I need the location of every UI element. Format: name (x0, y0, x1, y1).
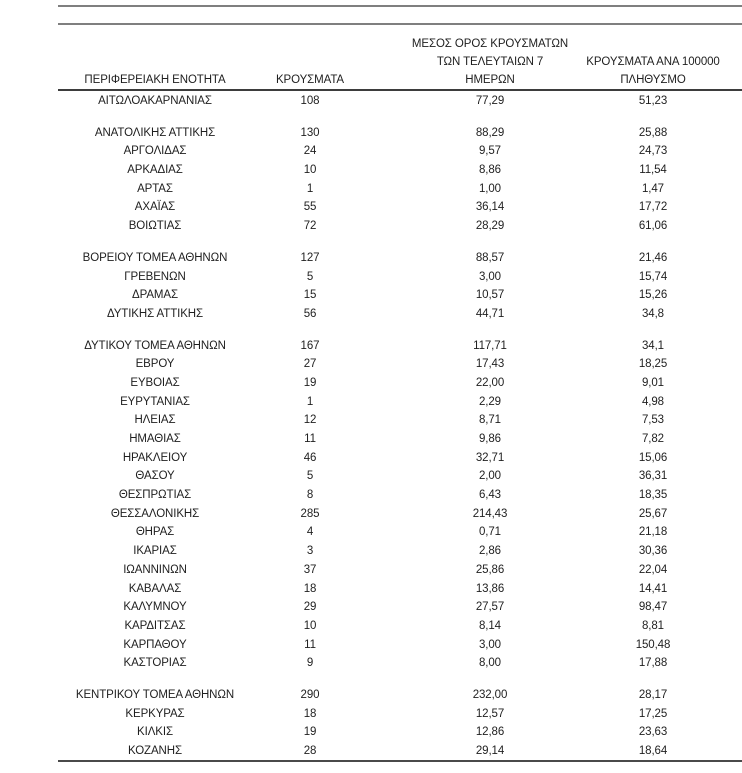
table-row (0, 411, 742, 430)
per100k-cell: 23,63 (638, 726, 668, 739)
cases-cell: 4 (306, 526, 314, 539)
per100k-cell: 15,06 (638, 451, 668, 464)
table-row (0, 393, 742, 412)
per100k-cell: 9,01 (642, 376, 664, 389)
region-cell: ΑΝΑΤΟΛΙΚΗΣ ΑΤΤΙΚΗΣ (94, 126, 216, 139)
per100k-cell: 7,82 (642, 433, 664, 445)
region-cell: ΒΟΙΩΤΙΑΣ (128, 220, 182, 233)
cases-cell: 10 (303, 164, 317, 177)
table-row (0, 180, 742, 199)
table-row (0, 598, 742, 617)
cases-cell: 19 (303, 376, 317, 389)
region-cell: ΘΗΡΑΣ (135, 526, 175, 539)
avg7-cell: 8,00 (479, 657, 501, 670)
table-row (0, 124, 742, 143)
avg7-cell: 9,57 (479, 145, 501, 158)
per100k-cell: 61,06 (638, 220, 668, 233)
cases-cell: 28 (303, 745, 317, 757)
region-cell: ΕΒΡΟΥ (135, 358, 175, 371)
avg7-cell: 6,43 (479, 489, 501, 502)
avg7-cell: 232,00 (472, 688, 508, 701)
region-cell: ΔΥΤΙΚΗΣ ΑΤΤΙΚΗΣ (106, 307, 203, 320)
cases-cell: 11 (304, 433, 316, 445)
cases-cell: 46 (303, 451, 317, 464)
cases-cell: 18 (303, 582, 317, 595)
cases-cell: 37 (303, 563, 317, 576)
avg7-cell: 13,86 (475, 582, 505, 595)
cases-cell: 9 (306, 657, 314, 670)
column-header-label: ΜΕΣΟΣ ΟΡΟΣ ΚΡΟΥΣΜΑΤΩΝ (411, 38, 569, 50)
region-cell: ΑΧΑΪΑΣ (134, 201, 176, 214)
cases-cell: 29 (303, 601, 317, 614)
region-cell: ΔΥΤΙΚΟΥ ΤΟΜΕΑ ΑΘΗΝΩΝ (84, 339, 226, 352)
per100k-cell: 18,35 (638, 489, 668, 502)
cases-cell: 108 (300, 95, 320, 107)
table-row (0, 580, 742, 599)
avg7-cell: 12,86 (475, 726, 505, 739)
column-header-label: ΗΜΕΡΩΝ (465, 74, 515, 86)
per100k-cell: 34,1 (642, 339, 664, 352)
avg7-cell: 27,57 (475, 601, 505, 614)
table-row (0, 636, 742, 655)
region-cell: ΘΕΣΣΑΛΟΝΙΚΗΣ (110, 507, 200, 520)
column-header-cases (252, 71, 368, 89)
column-header-label: ΚΡΟΥΣΜΑΤΑ ΑΝΑ 100000 (586, 56, 720, 68)
column-header-region (58, 71, 252, 89)
per100k-cell: 11,54 (639, 164, 667, 177)
avg7-cell: 2,00 (479, 470, 501, 483)
region-cell: ΗΡΑΚΛΕΙΟΥ (122, 451, 188, 464)
cases-cell: 56 (303, 307, 317, 320)
cases-cell: 12 (303, 414, 317, 427)
header-underline-rule (58, 89, 742, 91)
region-cell: ΚΑΡΔΙΤΣΑΣ (124, 619, 186, 632)
region-cell: ΚΑΡΠΑΘΟΥ (123, 638, 187, 651)
per100k-cell: 30,36 (638, 545, 668, 558)
column-header-label: ΠΛΗΘΥΣΜΟ (620, 74, 686, 86)
avg7-cell: 8,14 (479, 619, 501, 632)
avg7-cell: 88,29 (475, 126, 505, 139)
per100k-cell: 22,04 (638, 563, 668, 576)
table-row (0, 374, 742, 393)
avg7-cell: 22,00 (475, 376, 505, 389)
table-row (0, 723, 742, 742)
avg7-cell: 8,86 (479, 164, 501, 177)
avg7-cell: 8,71 (479, 414, 501, 427)
table-row (0, 686, 742, 705)
region-cell: ΙΩΑΝΝΙΝΩΝ (123, 563, 187, 576)
table-row (0, 449, 742, 468)
region-cell: ΚΕΝΤΡΙΚΟΥ ΤΟΜΕΑ ΑΘΗΝΩΝ (75, 688, 235, 701)
per100k-cell: 17,88 (638, 657, 668, 670)
column-header-label: ΚΡΟΥΣΜΑΤΑ (275, 74, 345, 86)
cases-cell: 55 (303, 201, 317, 214)
region-cell: ΚΙΛΚΙΣ (137, 726, 173, 739)
per100k-cell: 24,73 (638, 145, 668, 158)
per100k-cell: 7,53 (642, 414, 664, 427)
region-cell: ΘΑΣΟΥ (135, 470, 175, 483)
region-group (0, 686, 742, 761)
region-cell: ΑΡΤΑΣ (137, 182, 173, 195)
avg7-cell: 88,57 (475, 251, 505, 264)
table-row (0, 305, 742, 324)
region-cell: ΓΡΕΒΕΝΩΝ (124, 270, 186, 283)
per100k-cell: 28,17 (638, 688, 668, 701)
per100k-cell: 34,8 (642, 307, 664, 320)
bottom-rule (58, 760, 742, 762)
avg7-cell: 3,00 (479, 638, 501, 651)
per100k-cell: 150,48 (635, 638, 671, 651)
region-cell: ΒΟΡΕΙΟΥ ΤΟΜΕΑ ΑΘΗΝΩΝ (82, 251, 228, 264)
avg7-cell: 28,29 (475, 220, 505, 233)
table-row (0, 617, 742, 636)
region-cell: ΕΥΡΥΤΑΝΙΑΣ (120, 395, 190, 408)
cases-cell: 5 (306, 270, 314, 283)
table-row (0, 742, 742, 761)
table-row (0, 92, 742, 111)
avg7-cell: 25,86 (475, 563, 505, 576)
cases-cell: 15 (303, 289, 317, 302)
per100k-cell: 98,47 (638, 601, 668, 614)
per100k-cell: 15,26 (638, 289, 668, 302)
per100k-cell: 21,46 (638, 251, 668, 264)
region-cell: ΗΛΕΙΑΣ (134, 414, 176, 427)
region-cell: ΚΟΖΑΝΗΣ (128, 745, 182, 757)
per100k-cell: 1,47 (642, 182, 664, 195)
table-row (0, 486, 742, 505)
table-row (0, 430, 742, 449)
cases-cell: 130 (300, 126, 320, 139)
cases-cell: 19 (303, 726, 317, 739)
region-cell: ΑΡΓΟΛΙΔΑΣ (123, 145, 187, 158)
cases-cell: 167 (300, 339, 320, 352)
avg7-cell: 3,00 (479, 270, 501, 283)
table-row (0, 249, 742, 268)
cases-cell: 18 (303, 707, 317, 720)
table-row (0, 705, 742, 724)
region-cell: ΔΡΑΜΑΣ (132, 289, 178, 302)
region-group (0, 337, 742, 673)
per100k-cell: 18,25 (638, 358, 668, 371)
table-row (0, 355, 742, 374)
region-cell: ΑΡΚΑΔΙΑΣ (127, 164, 183, 177)
region-cell: ΚΕΡΚΥΡΑΣ (125, 707, 185, 720)
cases-cell: 1 (306, 182, 314, 195)
avg7-cell: 2,86 (479, 545, 501, 558)
cases-cell: 285 (300, 507, 320, 520)
table-row (0, 198, 742, 217)
table-row (0, 505, 742, 524)
top-rule-2 (58, 23, 742, 25)
cases-cell: 8 (306, 489, 314, 502)
per100k-cell: 51,23 (638, 95, 668, 107)
table-row (0, 542, 742, 561)
table-body (0, 92, 742, 761)
region-group (0, 124, 742, 236)
region-cell: ΑΙΤΩΛΟΑΚΑΡΝΑΝΙΑΣ (98, 95, 212, 107)
region-cell: ΙΚΑΡΙΑΣ (133, 545, 177, 558)
table-row (0, 467, 742, 486)
per100k-cell: 25,88 (638, 126, 668, 139)
avg7-cell: 44,71 (475, 307, 505, 320)
avg7-cell: 214,43 (472, 507, 508, 520)
cases-cell: 11 (304, 638, 316, 651)
avg7-cell: 1,00 (479, 182, 501, 195)
avg7-cell: 77,29 (475, 95, 505, 107)
column-header-avg7 (388, 35, 592, 89)
per100k-cell: 17,25 (638, 707, 668, 720)
table-row (0, 337, 742, 356)
region-cell: ΗΜΑΘΙΑΣ (129, 433, 181, 445)
per100k-cell: 21,18 (638, 526, 668, 539)
region-cell: ΘΕΣΠΡΩΤΙΑΣ (118, 489, 192, 502)
column-header-label: ΤΩΝ ΤΕΛΕΥΤΑΙΩΝ 7 (436, 56, 544, 68)
avg7-cell: 36,14 (475, 201, 505, 214)
cases-cell: 5 (306, 470, 314, 483)
cases-cell: 3 (306, 545, 314, 558)
region-cell: ΚΑΣΤΟΡΙΑΣ (123, 657, 187, 670)
table-row (0, 268, 742, 287)
column-header-label: ΠΕΡΙΦΕΡΕΙΑΚΗ ΕΝΟΤΗΤΑ (84, 74, 226, 86)
cases-cell: 1 (306, 395, 314, 408)
cases-cell: 290 (300, 688, 320, 701)
region-group (0, 249, 742, 324)
table-row (0, 286, 742, 305)
per100k-cell: 15,74 (638, 270, 668, 283)
table-row (0, 217, 742, 236)
per100k-cell: 25,67 (638, 507, 668, 520)
cases-cell: 27 (303, 358, 317, 371)
avg7-cell: 0,71 (479, 526, 501, 539)
per100k-cell: 36,31 (638, 470, 668, 483)
per100k-cell: 8,81 (642, 619, 664, 632)
table-row (0, 654, 742, 673)
per100k-cell: 4,98 (642, 395, 664, 408)
table-row (0, 561, 742, 580)
table-header-row (0, 28, 742, 89)
table-row (0, 161, 742, 180)
avg7-cell: 12,57 (475, 707, 505, 720)
top-rule-1 (58, 5, 742, 7)
avg7-cell: 9,86 (479, 433, 501, 445)
table-row (0, 142, 742, 161)
per100k-cell: 18,64 (638, 745, 668, 757)
per100k-cell: 17,72 (638, 201, 668, 214)
avg7-cell: 17,43 (475, 358, 505, 371)
region-cell: ΕΥΒΟΙΑΣ (130, 376, 180, 389)
column-header-per100k (568, 53, 738, 89)
avg7-cell: 117,71 (473, 339, 507, 352)
per100k-cell: 14,41 (638, 582, 668, 595)
cases-cell: 72 (303, 220, 317, 233)
avg7-cell: 10,57 (475, 289, 505, 302)
cases-cell: 10 (303, 619, 317, 632)
region-cell: ΚΑΒΑΛΑΣ (128, 582, 182, 595)
avg7-cell: 32,71 (475, 451, 505, 464)
table-row (0, 523, 742, 542)
avg7-cell: 29,14 (475, 745, 505, 757)
region-group (0, 92, 742, 111)
cases-cell: 127 (300, 251, 320, 264)
cases-cell: 24 (303, 145, 317, 158)
region-cell: ΚΑΛΥΜΝΟΥ (123, 601, 187, 614)
avg7-cell: 2,29 (479, 395, 501, 408)
